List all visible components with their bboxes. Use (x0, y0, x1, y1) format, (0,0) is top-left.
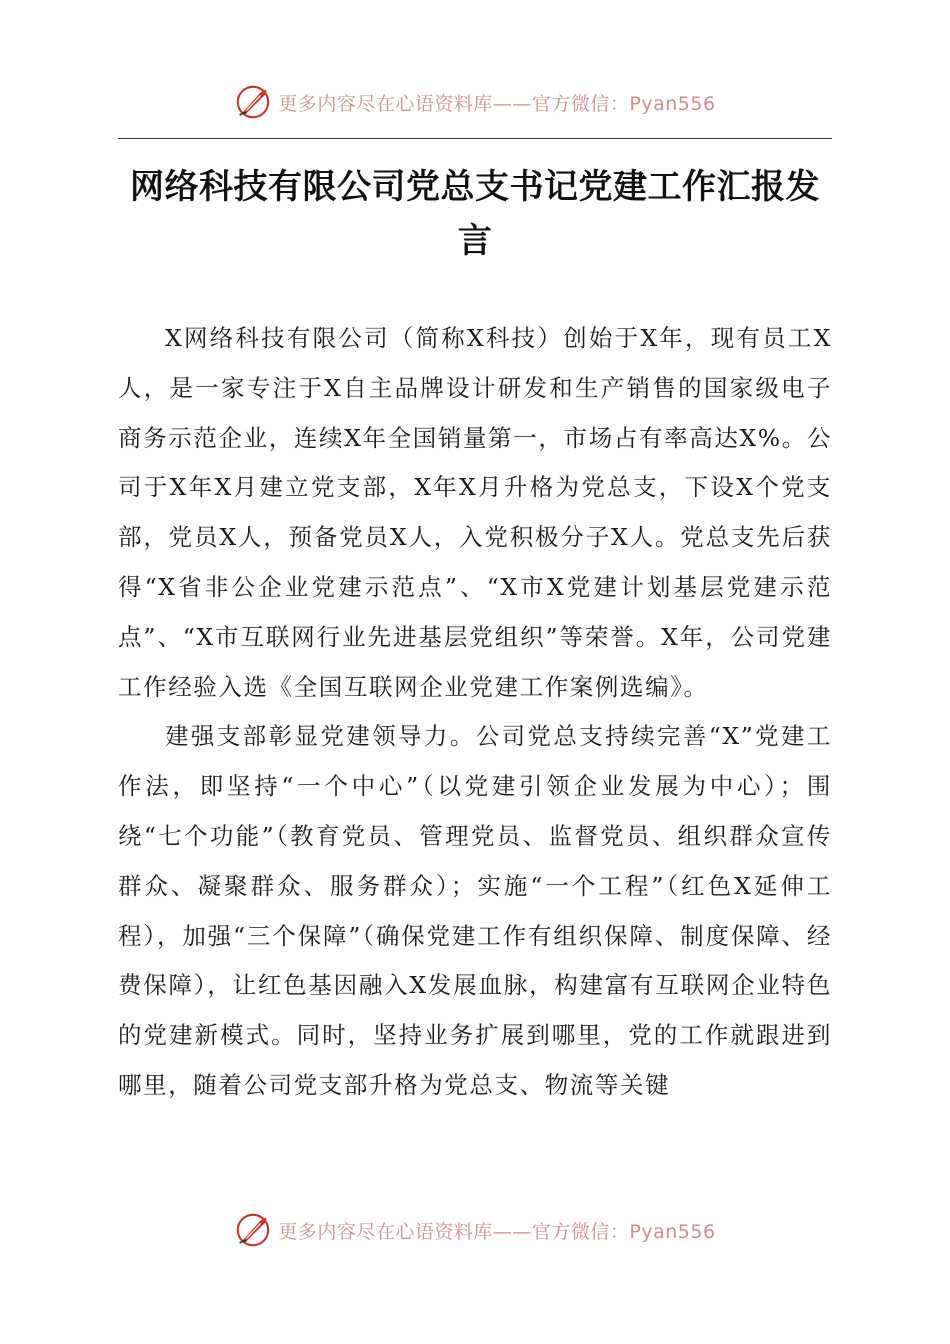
paragraph-branch-building: 建强支部彰显党建领导力。公司党总支持续完善“X”党建工作法，即坚持“一个中心”（以党建引领企业发展为中心）；围绕“七个功能”（教育党员、管理党员、监督党员、组织群众宣传群众、凝聚群众、服务群众）；实施“一个工程”（红色X延伸工程），加强“三个保障”（确保党建工作有组织保障、制度保障、经费保障），让红色基因融入X发展血脉，构建富有互联网企业特色的党建新模式。同时，坚持业务扩展到哪里，党的工作就跟进到哪里，随着公司党支部升格为党总支、物流等关键 (118, 722, 832, 1099)
page-header-watermark (0, 80, 950, 124)
header-watermark-text (278, 89, 715, 116)
header-wechat-id: Pyan556 (629, 92, 716, 115)
paragraph-intro: X网络科技有限公司（简称X科技）创始于X年，现有员工X人，是一家专注于X自主品牌设计研发和生产销售的国家级电子商务示范企业，连续X年全国销量第一，市场占有率高达X%。公司于X年X月建立党支部，X年X月升格为党总支，下设X个党支部，党员X人，预备党员X人，入党积极分子X人。党总支先后获得“X省非公企业党建示范点”、“X市X党建计划基层党建示范点”、“X市互联网行业先进基层党组织”等荣誉。X年，公司党建工作经验入选《全国互联网企业党建工作案例选编》。 (118, 324, 832, 701)
header-watermark-label: 更多内容尽在心语资料库——官方微信： (278, 92, 630, 115)
footer-wechat-id: Pyan556 (629, 1220, 716, 1243)
footer-watermark-text (278, 1217, 715, 1244)
header-divider (118, 138, 832, 139)
footer-watermark-label: 更多内容尽在心语资料库——官方微信： (278, 1220, 630, 1243)
quill-logo-icon (234, 1211, 272, 1249)
page-footer-watermark (0, 1208, 950, 1252)
quill-logo-icon (234, 83, 272, 121)
document-title: 网络科技有限公司党总支书记党建工作汇报发言 (130, 167, 820, 261)
document-body (118, 314, 832, 1111)
